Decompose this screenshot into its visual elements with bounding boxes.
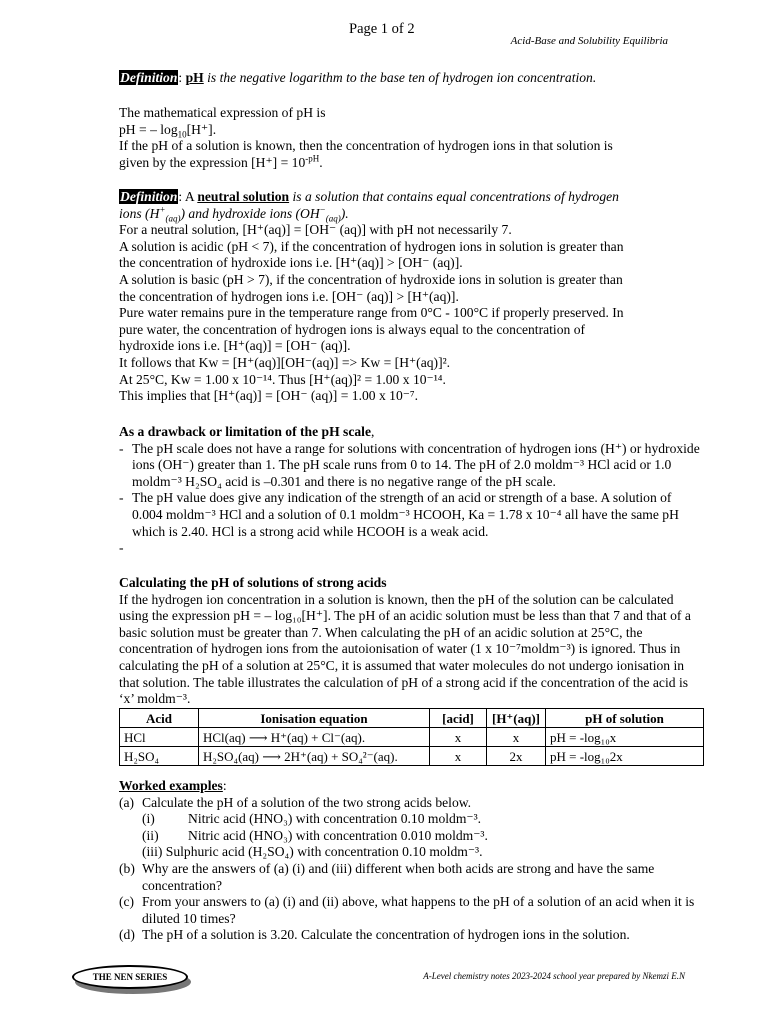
pure-water-line-1: Pure water remains pure in the temperature range from 0°C - 100°C if properly preserved. In [119,305,624,321]
question-a [119,795,704,812]
drawback-section [119,424,704,557]
drawback-item-1 [119,441,704,491]
question-a-ii [119,828,704,845]
table-cell: x [487,728,546,747]
kw-line-1: It follows that Kw = [H⁺(aq)][OH⁻(aq)] => Kw = [H⁺(aq)]². [119,354,451,370]
acid-ph-table [119,708,704,766]
table-header-hydrogen: [H⁺(aq)] [487,709,546,728]
acidic-line-1: A solution is acidic (pH < 7), if the concentration of hydrogen ions in solution is greater than [119,238,624,254]
question-a-i-text: Nitric acid (HNO₃) with concentration 0.10 moldm⁻³. [188,811,482,827]
table-cell: 2x [487,747,546,766]
ph-inverse-end: . [319,154,323,170]
ph-known-line: If the pH of a solution is known, then the concentration of hydrogen ions in that solution is [119,138,613,154]
question-label: (d) [119,927,135,943]
table-row [120,728,704,747]
drawback-heading-text: As a drawback or limitation of the pH scale [119,424,371,439]
ph-formula-sub: 10 [177,129,187,140]
question-label: (a) [119,794,135,810]
question-b-text: Why are the answers of (a) (i) and (iii) different when both acids are strong and have the same concentration? [142,860,655,893]
question-a-iii: (iii) Sulphuric acid (H₂SO₄) with concentration 0.10 moldm⁻³. [142,844,483,860]
strong-acids-heading: Calculating the pH of solutions of strong acids [119,575,387,590]
question-c-text: From your answers to (a) (i) and (ii) above, what happens to the pH of a solution of an acid when it is diluted 10 times? [142,894,695,926]
table-header-concentration: [acid] [430,709,487,728]
drawback-item-2 [119,490,704,540]
question-b [119,861,704,894]
drawback-item-1-text: The pH scale does not have a range for solutions with concentration of hydrogen ions (H⁺) or hydroxide ions (OH⁻) greater than 1. The pH scale runs from 0 to 14. The pH of 2.0 moldm⁻³ HCl acid or 1.0 moldm⁻³ H₂SO₄ acid is –0.301 and there is no negative range of the pH scale. [132,440,700,489]
trailing-dash: - [119,540,124,556]
ph-inverse-text: given by the expression [H⁺] = 10 [119,154,306,170]
kw-line-3: This implies that [H⁺(aq)] = [OH⁻ (aq)] = 1.00 x 10⁻⁷. [119,388,419,404]
table-cell: x [430,728,487,747]
neutral-prefix: A [182,189,198,204]
neutral-definition-line: Definition: A neutral solution is a solution that contains equal concentrations of hydrogen [120,189,619,204]
worked-heading-text: Worked examples [119,778,223,793]
ions-text-c: ). [340,205,349,221]
footer-note: A-Level chemistry notes 2023-2024 school year prepared by Nkemzi E.N [423,971,685,981]
table-cell: HCl(aq) ⟶ H⁺(aq) + Cl⁻(aq). [199,728,430,747]
table-cell: pH = -log₁₀2x [546,747,704,766]
question-d [119,927,704,944]
basic-line-1: A solution is basic (pH > 7), if the concentration of hydroxide ions in solution is greater than [119,271,623,287]
ph-formula-text: pH = – log [119,121,178,137]
worked-heading [119,778,704,795]
question-label: (c) [119,894,135,910]
neutral-ions-line: ions $(H^+_{(aq)})$ and hydroxide ions $(OH^-_{(aq)})$. [119,204,349,224]
question-a-text: Calculate the pH of a solution of the two strong acids below. [142,794,472,810]
strong-acids-section [119,575,704,708]
ph-formula [119,122,704,139]
definition-label-2: Definition [120,189,178,204]
list-dash: - [119,490,124,506]
strong-acids-paragraph: If the hydrogen ion concentration in a solution is known, then the pH of the solution can be calculated using the expression pH = – log₁₀[H⁺]. The pH of an acidic solution must be less than that 7 and that of a basic solution must be greater than 7. When calculating the pH of an acidic solution at 25°C, the concentration of hydrogen ions from the autoionisation of water (1 x 10⁻⁷moldm⁻³) is ignored. Thus in calculating the pH of a solution at 25°C, it is assumed that water molecules do not undergo ionisation in that solution. The table illustrates the calculation of pH of a strong acid if the concentration of the acid is ‘x’ moldm⁻³. [119,591,691,707]
series-logo: THE NEN SERIES [72,965,188,989]
table-cell: x [430,747,487,766]
subquestion-label: (ii) [142,827,159,843]
table-header-equation: Ionisation equation [199,709,430,728]
ions-text-a: ions (H [119,205,160,221]
table-cell: pH = -log₁₀x [546,728,704,747]
table-cell: HCl [120,728,199,747]
ions-text-b: ) and hydroxide ions (OH [180,205,320,221]
drawback-item-2-text: The pH value does give any indication of the strength of an acid or strength of a base. A solution of 0.004 moldm⁻³ HCl and a solution of 0.1 moldm⁻³ HCOOH, Ka = 1.78 x 10⁻⁴ all have the same pH which is 2.40. HCl is a strong acid while HCOOH is a weak acid. [132,490,679,539]
ph-term: pH [185,70,204,85]
neutral-condition: For a neutral solution, [H⁺(aq)] = [OH⁻ (aq)] with pH not necessarily 7. [119,222,512,238]
table-header-ph: pH of solution [546,709,704,728]
ph-formula-end: [H⁺]. [186,121,217,137]
worked-heading-end: : [222,778,227,793]
worked-examples [119,778,704,944]
table-header-row [120,709,704,728]
pure-water-line-3: hydroxide ions i.e. [H⁺(aq)] = [OH⁻ (aq)]. [119,338,351,354]
acidic-line-2: the concentration of hydroxide ions i.e. [H⁺(aq)] > [OH⁻ (aq)]. [119,255,463,271]
ph-definition-text: is the negative logarithm to the base ten of hydrogen ion concentration. [203,70,597,85]
table-header-acid: Acid [120,709,199,728]
table-cell: H₂SO₄(aq) ⟶ 2H⁺(aq) + SO₄²⁻(aq). [199,747,430,766]
drawback-heading-end: , [370,424,375,439]
neutral-term: neutral solution [197,189,290,204]
ph-inverse-sup: -pH [305,153,320,164]
table-row [120,747,704,766]
ph-intro-line: The mathematical expression of pH is [119,105,326,120]
question-d-text: The pH of a solution is 3.20. Calculate the concentration of hydrogen ions in the solution. [142,927,630,943]
kw-line-2: At 25°C, Kw = 1.00 x 10⁻¹⁴. Thus [H⁺(aq)]² = 1.00 x 10⁻¹⁴. [119,371,446,387]
drawback-heading [119,424,704,441]
ph-definition: Definition: pH is the negative logarithm to the base ten of hydrogen ion concentration. [120,70,597,85]
table-cell: H₂SO₄ [120,747,199,766]
page-number: Page 1 of 2 [349,21,415,37]
neutral-definition [119,189,704,405]
document-subject: Acid-Base and Solubility Equilibria [510,35,668,47]
question-c [119,894,704,927]
definition-label: Definition [120,70,178,85]
question-a-i [119,811,704,828]
pure-water-line-2: pure water, the concentration of hydrogen ions is always equal to the concentration of [119,321,586,337]
question-a-ii-text: Nitric acid (HNO₃) with concentration 0.010 moldm⁻³. [188,827,488,843]
question-label: (b) [119,860,135,876]
basic-line-2: the concentration of hydrogen ions i.e. [OH⁻ (aq)] > [H⁺(aq)]. [119,288,459,304]
subquestion-label: (i) [142,811,155,827]
ph-expression-block [119,105,704,171]
list-dash: - [119,440,124,456]
ph-inverse-formula [119,155,704,172]
neutral-definition-text: is a solution that contains equal concentrations of hydrogen [289,189,619,204]
